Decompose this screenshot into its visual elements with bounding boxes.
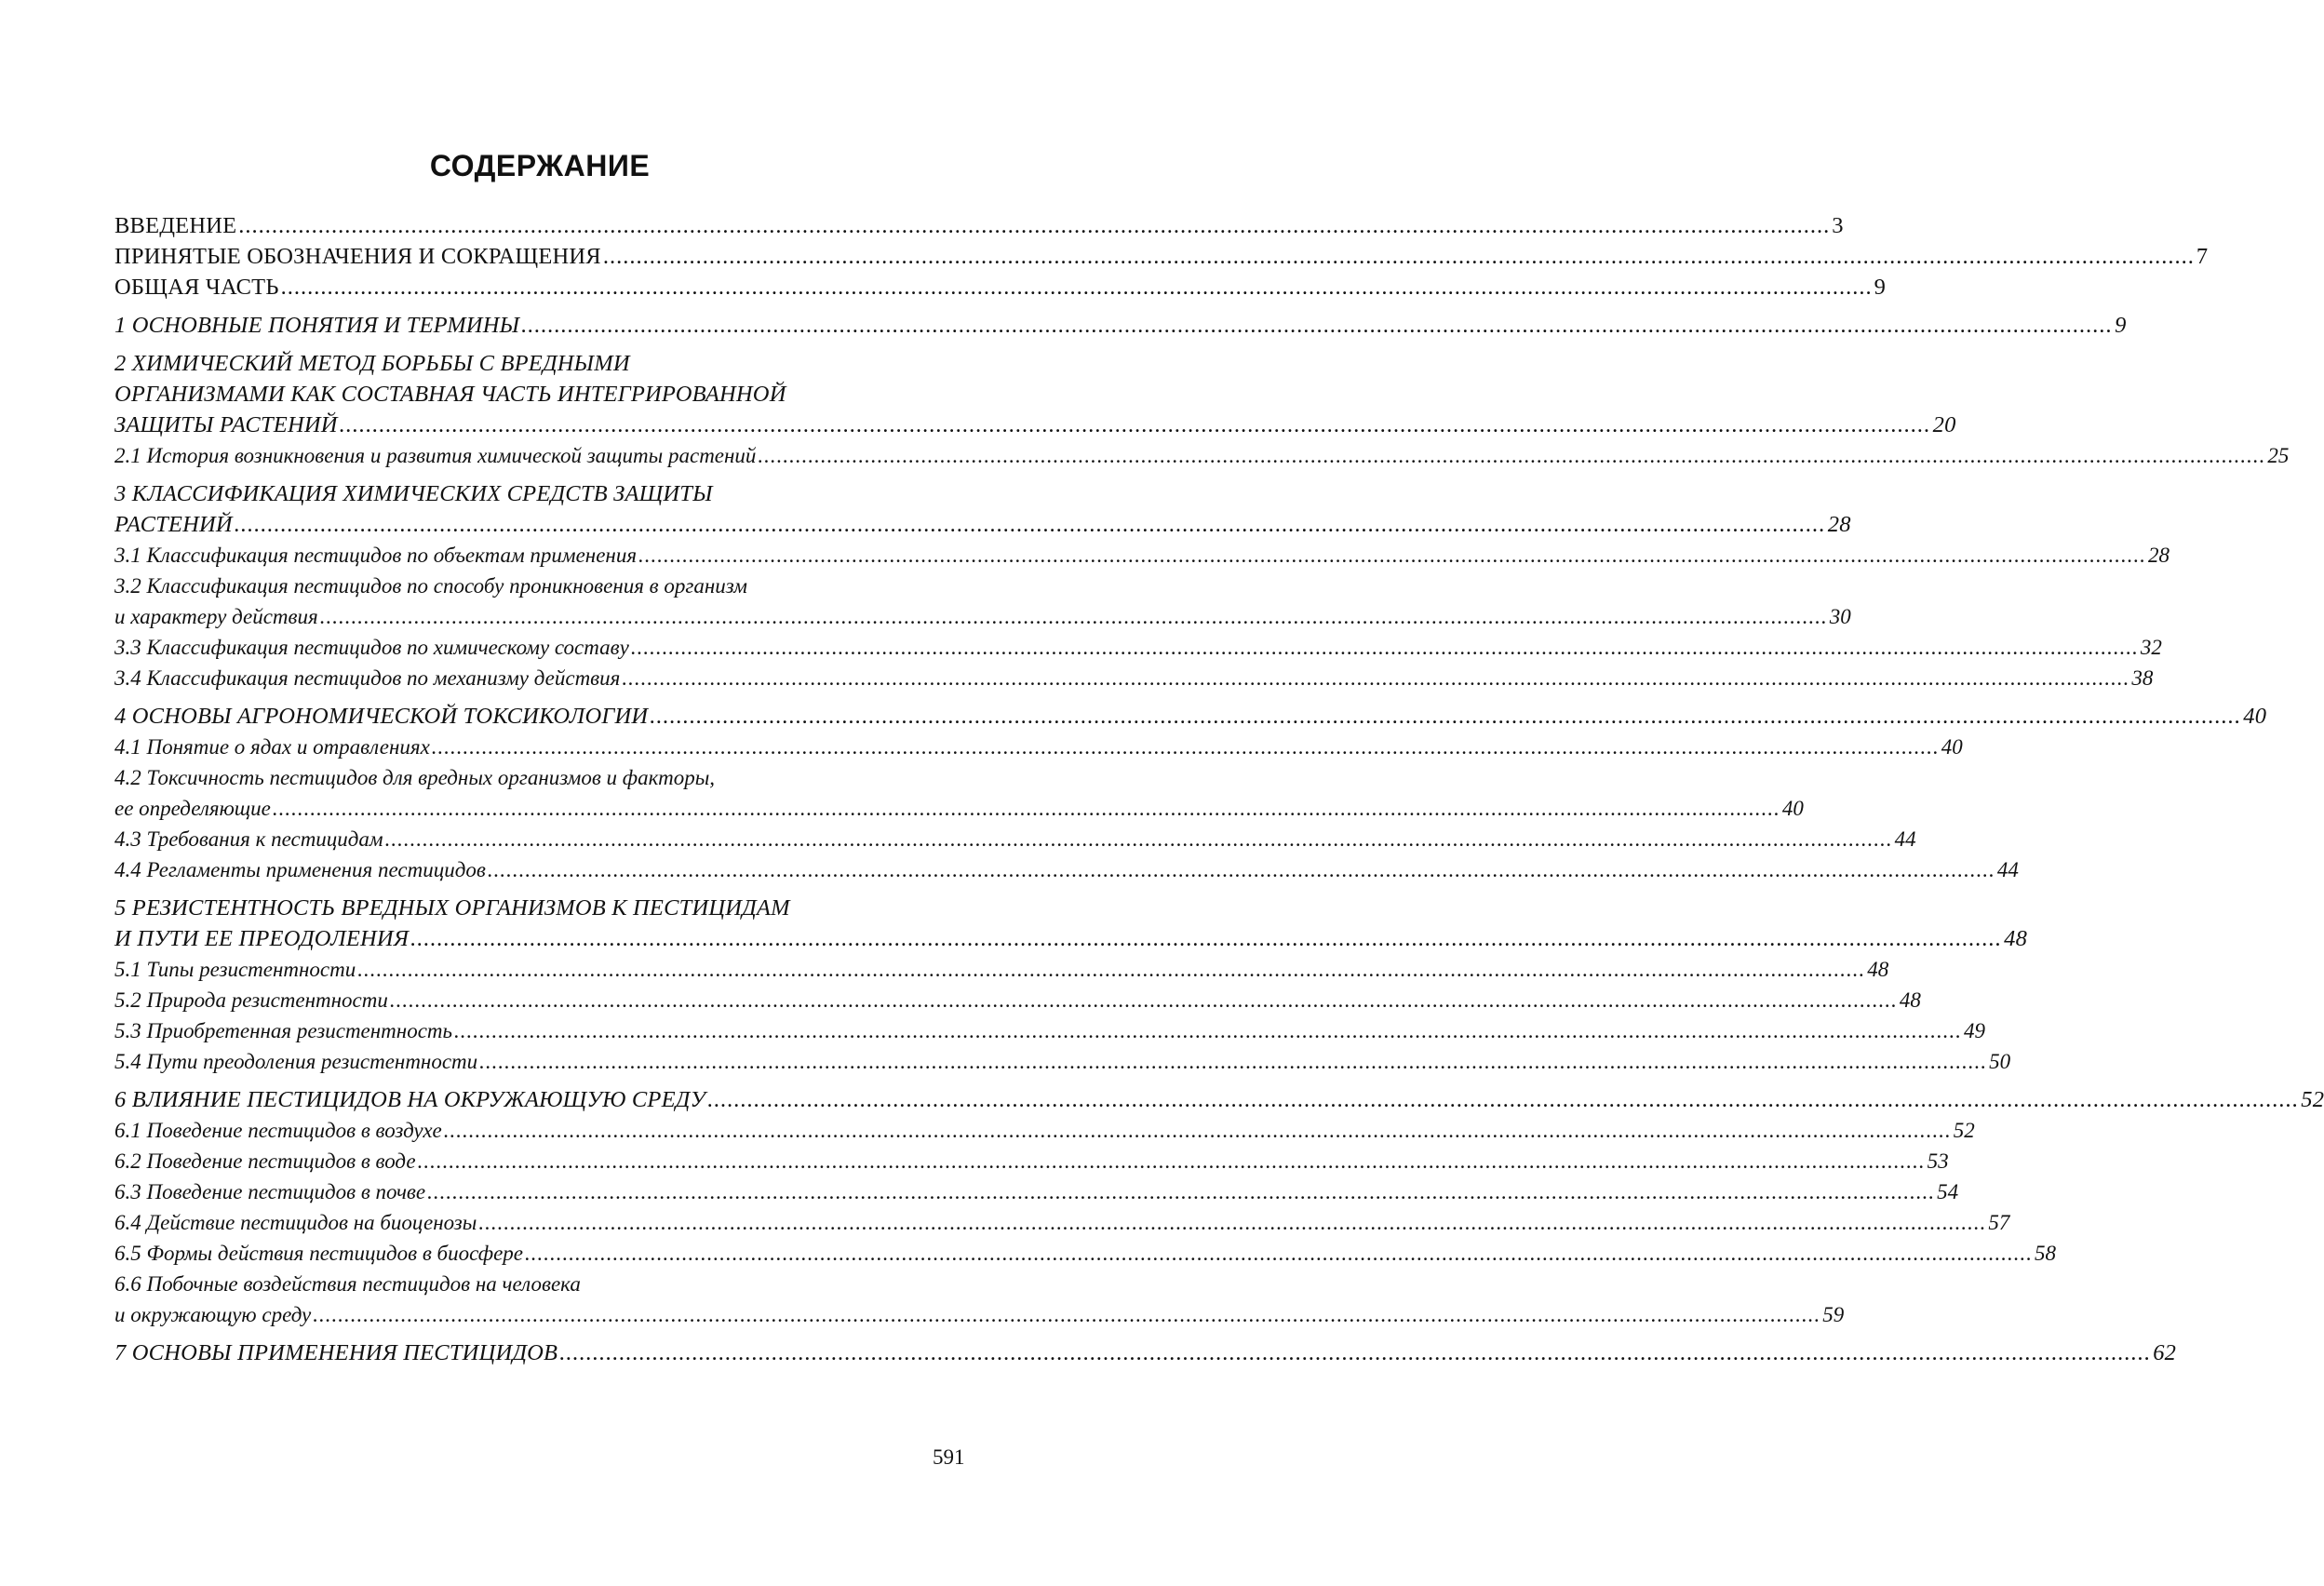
toc-entry-text: 3.2 Классификация пестицидов по способу проникновения в организм	[114, 574, 747, 598]
page-footer-number: 591	[933, 1445, 965, 1469]
leader-dots	[454, 1015, 1962, 1046]
toc-section-6-3[interactable]	[114, 1176, 1959, 1207]
toc-entry-line	[114, 509, 1851, 540]
toc-chapter-5[interactable]	[114, 893, 2028, 954]
toc-section-5-4[interactable]	[114, 1046, 2011, 1077]
leader-dots	[235, 509, 1826, 540]
toc-entry-text: 3.3 Классификация пестицидов по химическому составу	[114, 636, 629, 659]
toc-page-number: 57	[1988, 1211, 2010, 1234]
toc-entry-text: 4.4 Регламенты применения пестицидов	[114, 858, 486, 881]
toc-section-4-4[interactable]	[114, 854, 2019, 885]
toc-entry-line	[114, 762, 964, 793]
toc-entry-text: 5.1 Типы резистентности	[114, 958, 356, 981]
toc-entry-text: 6.6 Побочные воздействия пестицидов на человека	[114, 1272, 581, 1296]
toc-entry-text: 3 КЛАССИФИКАЦИЯ ХИМИЧЕСКИХ СРЕДСТВ ЗАЩИТЫ	[114, 481, 713, 506]
toc-page-number: 48	[2004, 926, 2028, 951]
toc-page-number: 28	[2148, 544, 2170, 567]
toc-chapter-3[interactable]	[114, 478, 1851, 540]
toc-section-6-5[interactable]	[114, 1238, 2056, 1269]
toc-section-6-6[interactable]	[114, 1269, 1845, 1330]
toc-section-4-2[interactable]	[114, 762, 1804, 824]
leader-dots	[432, 732, 1940, 762]
toc-section-5-1[interactable]	[114, 954, 1889, 985]
toc-section-6-1[interactable]	[114, 1115, 1975, 1146]
toc-entry-text: ВВЕДЕНИЕ	[114, 213, 237, 238]
leader-dots	[410, 923, 2002, 954]
toc-page-number: 50	[1989, 1050, 2011, 1073]
toc-page-number: 54	[1937, 1180, 1959, 1203]
toc-page-number: 44	[1996, 858, 2019, 881]
toc-entry-text: 5.4 Пути преодоления резистентности	[114, 1050, 478, 1073]
toc-page-number: 40	[1781, 797, 1804, 820]
toc-entry-text: 7 ОСНОВЫ ПРИМЕНЕНИЯ ПЕСТИЦИДОВ	[114, 1340, 558, 1365]
toc-section-3-3[interactable]	[114, 632, 2162, 663]
toc-page-number: 20	[1932, 412, 1956, 437]
leader-dots	[758, 440, 2265, 471]
toc-chapter-1[interactable]	[114, 310, 2127, 341]
leader-dots	[707, 1084, 2299, 1115]
toc-page-number: 53	[1927, 1149, 1949, 1173]
leader-dots	[427, 1176, 1935, 1207]
leader-dots	[521, 310, 2113, 341]
toc-entry-text: ОРГАНИЗМАМИ КАК СОСТАВНАЯ ЧАСТЬ ИНТЕГРИРОВАННОЙ	[114, 382, 786, 407]
toc-page-number: 40	[2243, 704, 2267, 729]
toc-entry-text: 3.4 Классификация пестицидов по механизму действия	[114, 666, 621, 690]
leader-dots	[631, 632, 2139, 663]
toc-entry-introduction[interactable]	[114, 210, 1844, 241]
toc-entry-text: 2.1 История возникновения и развития химической защиты растений	[114, 444, 757, 467]
toc-page-number: 62	[2153, 1340, 2177, 1365]
toc-section-4-3[interactable]	[114, 824, 1916, 854]
toc-entry-text: 5.2 Природа резистентности	[114, 988, 388, 1012]
leader-dots	[650, 701, 2241, 732]
toc-entry-line	[114, 893, 964, 923]
toc-entry-line	[114, 1269, 964, 1299]
leader-dots	[281, 272, 1873, 302]
toc-page-number: 48	[1867, 958, 1889, 981]
leader-dots	[273, 793, 1780, 824]
toc-page-number: 44	[1894, 827, 1916, 851]
toc-entry-text: ЗАЩИТЫ РАСТЕНИЙ	[114, 412, 338, 437]
toc-page-number: 3	[1832, 213, 1844, 238]
toc-entry-line	[114, 478, 964, 509]
toc-page-number: 25	[2267, 444, 2290, 467]
leader-dots	[390, 985, 1898, 1015]
leader-dots	[313, 1299, 1820, 1330]
toc-chapter-6[interactable]	[114, 1084, 2324, 1115]
toc-page-number: 48	[1899, 988, 1921, 1012]
toc-entry-text: 6.5 Формы действия пестицидов в биосфере	[114, 1242, 523, 1265]
toc-entry-text: 6.2 Поведение пестицидов в воде	[114, 1149, 416, 1173]
toc-entry-text: 1 ОСНОВНЫЕ ПОНЯТИЯ И ТЕРМИНЫ	[114, 313, 520, 338]
toc-entry-line	[114, 348, 964, 379]
toc-entry-line	[114, 793, 1804, 824]
leader-dots	[525, 1238, 2033, 1269]
toc-page-number: 7	[2196, 244, 2209, 269]
toc-entry-line	[114, 601, 1851, 632]
toc-page-number: 38	[2131, 666, 2154, 690]
toc-entry-line	[114, 1299, 1845, 1330]
leader-dots	[638, 540, 2146, 571]
toc-entry-text: 4 ОСНОВЫ АГРОНОМИЧЕСКОЙ ТОКСИКОЛОГИИ	[114, 704, 649, 729]
toc-entry-text: РАСТЕНИЙ	[114, 512, 233, 537]
toc-section-6-2[interactable]	[114, 1146, 1949, 1176]
toc-page-number: 9	[2115, 313, 2127, 338]
toc-entry-line	[114, 410, 1956, 440]
toc-entry-text: ПРИНЯТЫЕ ОБОЗНАЧЕНИЯ И СОКРАЩЕНИЯ	[114, 244, 601, 269]
toc-entry-text: 6.4 Действие пестицидов на биоценозы	[114, 1211, 477, 1234]
toc-page-number: 52	[1953, 1119, 1975, 1142]
toc-page-number: 9	[1874, 275, 1887, 300]
toc-entry-text: 4.2 Токсичность пестицидов для вредных организмов и факторы,	[114, 766, 716, 789]
toc-entry-text: ее определяющие	[114, 797, 271, 820]
leader-dots	[320, 601, 1828, 632]
page-title: СОДЕРЖАНИЕ	[429, 149, 651, 182]
toc-section-3-1[interactable]	[114, 540, 2170, 571]
toc-section-6-4[interactable]	[114, 1207, 2010, 1238]
toc-entry-text: ОБЩАЯ ЧАСТЬ	[114, 275, 279, 300]
toc-entry-text: 4.1 Понятие о ядах и отравлениях	[114, 735, 430, 759]
leader-dots	[478, 1207, 1986, 1238]
leader-dots	[340, 410, 1931, 440]
leader-dots	[559, 1337, 2151, 1368]
toc-entry-line	[114, 379, 964, 410]
toc-page-number: 28	[1827, 512, 1851, 537]
leader-dots	[357, 954, 1865, 985]
toc-entry-text: и характеру действия	[114, 605, 318, 628]
leader-dots	[622, 663, 2129, 693]
toc-entry-text: 6 ВЛИЯНИЕ ПЕСТИЦИДОВ НА ОКРУЖАЮЩУЮ СРЕДУ	[114, 1087, 706, 1112]
toc-chapter-2[interactable]	[114, 348, 1956, 440]
toc-entry-line	[114, 571, 964, 601]
toc-page-number: 52	[2301, 1087, 2324, 1112]
toc-page-number: 59	[1822, 1303, 1845, 1326]
toc-section-5-3[interactable]	[114, 1015, 1985, 1046]
toc-entry-text: 3.1 Классификация пестицидов по объектам применения	[114, 544, 638, 567]
toc-entry-abbreviations[interactable]	[114, 241, 2209, 272]
leader-dots	[444, 1115, 1952, 1146]
toc-section-3-4[interactable]	[114, 663, 2154, 693]
toc-entry-text: 6.1 Поведение пестицидов в воздухе	[114, 1119, 442, 1142]
toc-entry-text: 5.3 Приобретенная резистентность	[114, 1019, 452, 1042]
toc-page-number: 32	[2140, 636, 2162, 659]
leader-dots	[238, 210, 1830, 241]
leader-dots	[479, 1046, 1987, 1077]
table-of-contents	[114, 210, 2324, 1368]
toc-page-number: 40	[1941, 735, 1963, 759]
toc-entry-text: 5 РЕЗИСТЕНТНОСТЬ ВРЕДНЫХ ОРГАНИЗМОВ К ПЕСТИЦИДАМ	[114, 895, 790, 921]
toc-entry-text: И ПУТИ ЕЕ ПРЕОДОЛЕНИЯ	[114, 926, 410, 951]
toc-page-number: 49	[1963, 1019, 1985, 1042]
leader-dots	[603, 241, 2195, 272]
toc-entry-text: 4.3 Требования к пестицидам	[114, 827, 383, 851]
toc-page-number: 30	[1829, 605, 1851, 628]
toc-entry-text: 6.3 Поведение пестицидов в почве	[114, 1180, 426, 1203]
leader-dots	[418, 1146, 1926, 1176]
toc-section-3-2[interactable]	[114, 571, 1851, 632]
toc-section-4-1[interactable]	[114, 732, 1963, 762]
toc-chapter-7[interactable]	[114, 1337, 2177, 1368]
toc-entry-text: и окружающую среду	[114, 1303, 312, 1326]
leader-dots	[488, 854, 1995, 885]
toc-entry-general-part[interactable]	[114, 272, 1887, 302]
toc-section-2-1[interactable]	[114, 440, 2290, 471]
toc-entry-line	[114, 923, 2028, 954]
toc-chapter-4[interactable]	[114, 701, 2267, 732]
toc-page-number: 58	[2035, 1242, 2056, 1265]
leader-dots	[385, 824, 1893, 854]
toc-section-5-2[interactable]	[114, 985, 1921, 1015]
toc-entry-text: 2 ХИМИЧЕСКИЙ МЕТОД БОРЬБЫ С ВРЕДНЫМИ	[114, 351, 630, 376]
